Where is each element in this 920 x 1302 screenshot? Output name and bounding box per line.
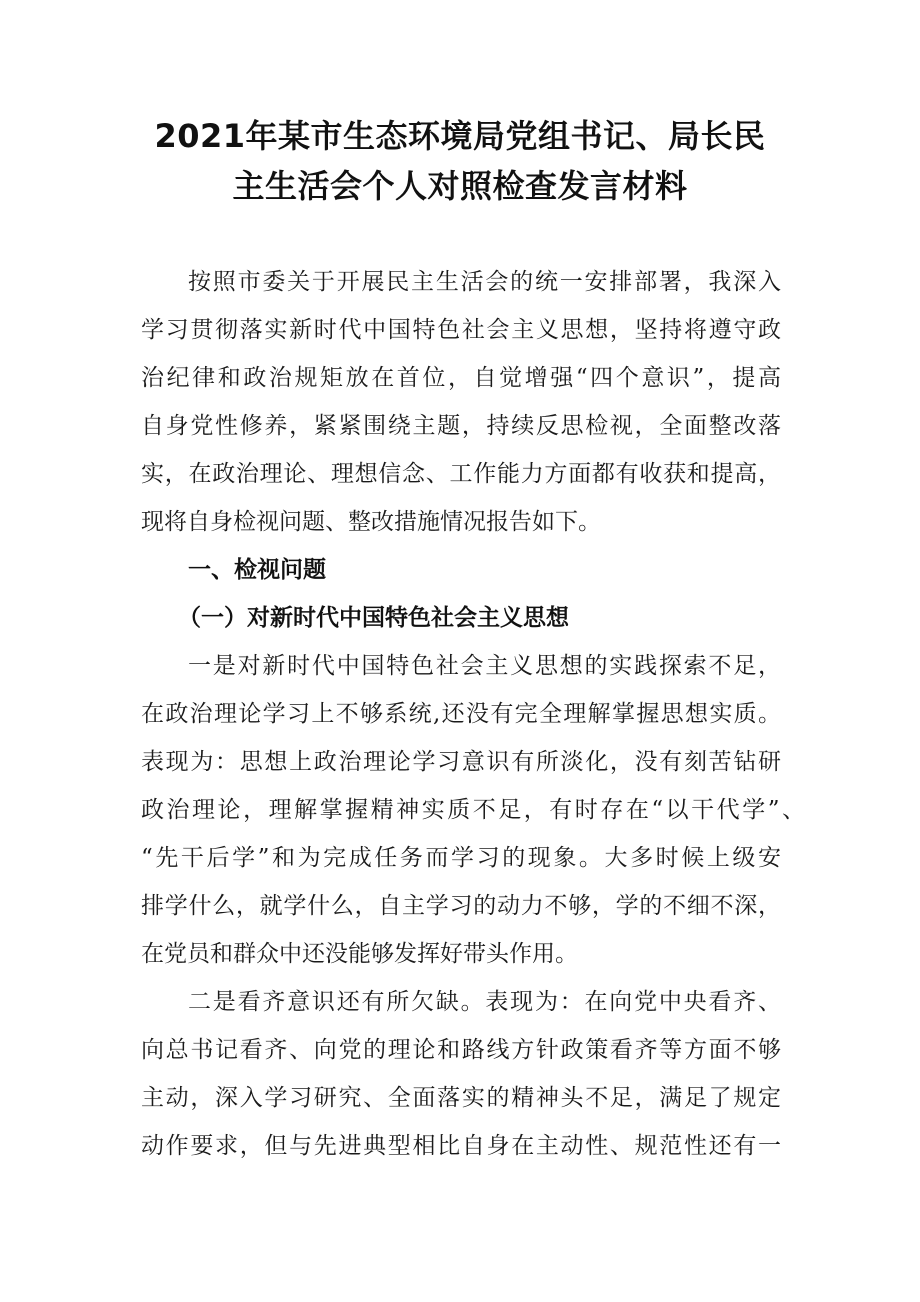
paragraph-line: 在党员和群众中还没能够发挥好带头作用。 bbox=[141, 941, 578, 967]
paragraph-line: 二是看齐意识还有所欠缺。表现为：在向党中央看齐、 bbox=[188, 989, 781, 1015]
intro-line: 学习贯彻落实新时代中国特色社会主义思想，坚持将遵守政 bbox=[141, 317, 781, 343]
intro-line: 自身党性修养，紧紧围绕主题，持续反思检视，全面整改落 bbox=[141, 413, 781, 439]
paragraph-line: 表现为：思想上政治理论学习意识有所淡化，没有刻苦钻研 bbox=[141, 749, 781, 775]
intro-line: 按照市委关于开展民主生活会的统一安排部署，我深入 bbox=[188, 269, 781, 295]
paragraph-line: 政治理论，理解掌握精神实质不足，有时存在“以干代学”、 bbox=[141, 797, 805, 823]
intro-line: 治纪律和政治规矩放在首位，自觉增强“四个意识”，提高 bbox=[141, 365, 781, 391]
paragraph-line: 在政治理论学习上不够系统,还没有完全理解掌握思想实质。 bbox=[141, 701, 781, 727]
document-title-line-2: 主生活会个人对照检查发言材料 bbox=[232, 167, 688, 205]
paragraph-line: 动作要求，但与先进典型相比自身在主动性、规范性还有一 bbox=[141, 1133, 781, 1159]
paragraph-line: 向总书记看齐、向党的理论和路线方针政策看齐等方面不够 bbox=[141, 1037, 781, 1063]
paragraph-line: “先干后学”和为完成任务而学习的现象。大多时候上级安 bbox=[141, 845, 781, 871]
paragraph-line: 主动，深入学习研究、全面落实的精神头不足，满足了规定 bbox=[141, 1085, 781, 1111]
intro-line: 现将自身检视问题、整改措施情况报告如下。 bbox=[141, 509, 601, 535]
document-title-line-1: 2021年某市生态环境局党组书记、局长民 bbox=[154, 117, 766, 155]
intro-line: 实，在政治理论、理想信念、工作能力方面都有收获和提高， bbox=[141, 461, 781, 487]
section-heading: 一、检视问题 bbox=[188, 557, 326, 583]
paragraph-line: 一是对新时代中国特色社会主义思想的实践探索不足， bbox=[188, 653, 781, 679]
sub-section-heading: （一）对新时代中国特色社会主义思想 bbox=[178, 605, 569, 631]
paragraph-line: 排学什么，就学什么，自主学习的动力不够，学的不细不深， bbox=[141, 893, 781, 919]
